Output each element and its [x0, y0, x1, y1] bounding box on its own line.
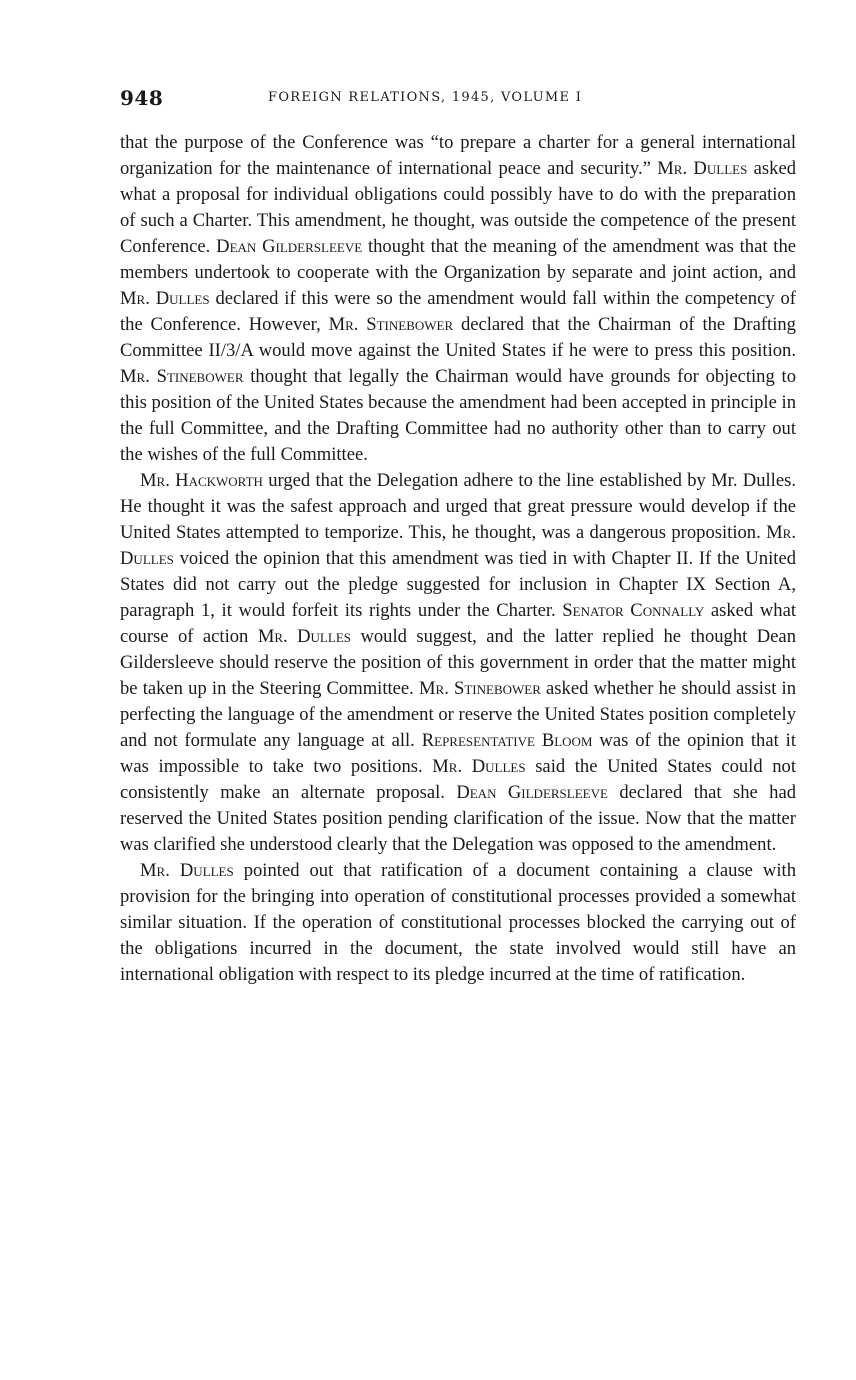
body-text — [120, 130, 796, 988]
page-number: 948 — [120, 86, 164, 110]
text-run: would suggest, and the latter replied he thought Dean Gildersleeve should reserve the position of this government in order that the matter might be taken up in the Steering Committee. — [120, 626, 796, 699]
person-name: Mr. Dulles — [120, 288, 210, 309]
paragraph-1 — [120, 130, 796, 468]
person-name: Mr. Dulles — [657, 158, 748, 179]
text-run: declared that she had reserved the United States position pending clarification of the issue. Now that the matter was clarified she understood clearly that the Delegation was opposed to the amendment. — [120, 782, 796, 855]
paragraph-3 — [120, 858, 796, 988]
person-name: Mr. Dulles — [257, 626, 351, 647]
text-run: asked what a proposal for individual obligations could possibly have to do with the preparation of such a Charter. This amendment, he thought, was outside the competence of the present Conference. — [120, 158, 796, 257]
text-run: thought that the meaning of the amendment was that the members undertook to cooperate with the Organization by separate and joint action, and — [120, 236, 797, 283]
person-name: Dean Gildersleeve — [216, 236, 363, 257]
text-run: declared if this were so the amendment would fall within the competency of the Conference. However, — [120, 288, 796, 335]
person-name: Mr. Hackworth — [140, 470, 263, 491]
text-run: asked what course of action — [120, 600, 796, 647]
person-name: Representative Bloom — [421, 730, 593, 751]
person-name: Mr. Stinebower — [328, 314, 454, 335]
text-run: urged that the Delegation adhere to the line established by Mr. Dulles. He thought it was the safest approach and urged that great pressure would develop if the United States attempted to temporize. This, he thought, was a dangerous proposition. — [120, 470, 796, 543]
person-name: Mr. Stinebower — [418, 678, 541, 699]
text-run: pointed out that ratification of a document containing a clause with provision for the bringing into operation of constitutional processes provided a somewhat similar situation. If the operation of constitutional processes blocked the carrying out of the obligations incurred in the document, the state involved would still have an international obligation with respect to its pledge incurred at the time of ratification. — [120, 860, 796, 985]
text-run: asked whether he should assist in perfecting the language of the amendment or reserve the United States position completely and not formulate any language at all. — [120, 678, 796, 751]
person-name: Senator Connally — [562, 600, 705, 621]
text-run: said the United States could not consistently make an alternate proposal. — [120, 756, 796, 803]
person-name: Mr. Dulles — [120, 522, 796, 569]
page-header — [120, 86, 800, 116]
text-run: voiced the opinion that this amendment was tied in with Chapter II. If the United States did not carry out the pledge suggested for inclusion in Chapter IX Section A, paragraph 1, it would forfeit its rights under the Charter. — [120, 548, 796, 621]
text-run: was of the opinion that it was impossible to take two positions. — [120, 730, 796, 777]
paragraph-2 — [120, 468, 796, 858]
running-head: FOREIGN RELATIONS, 1945, VOLUME I — [268, 90, 583, 105]
person-name: Mr. Stinebower — [120, 366, 244, 387]
person-name: Mr. Dulles — [432, 756, 526, 777]
text-run: thought that legally the Chairman would have grounds for objecting to this position of the United States because the amendment had been accepted in principle in the full Committee, and the Drafting Committee had no authority other than to carry out the wishes of the full Committee. — [120, 366, 796, 465]
text-run: that the purpose of the Conference was “to prepare a charter for a general international organization for the maintenance of international peace and security.” — [120, 132, 796, 179]
text-run: declared that the Chairman of the Drafting Committee II/3/A would move against the United States if he were to press this position. — [120, 314, 796, 361]
person-name: Mr. Dulles — [140, 860, 234, 881]
person-name: Dean Gildersleeve — [456, 782, 608, 803]
